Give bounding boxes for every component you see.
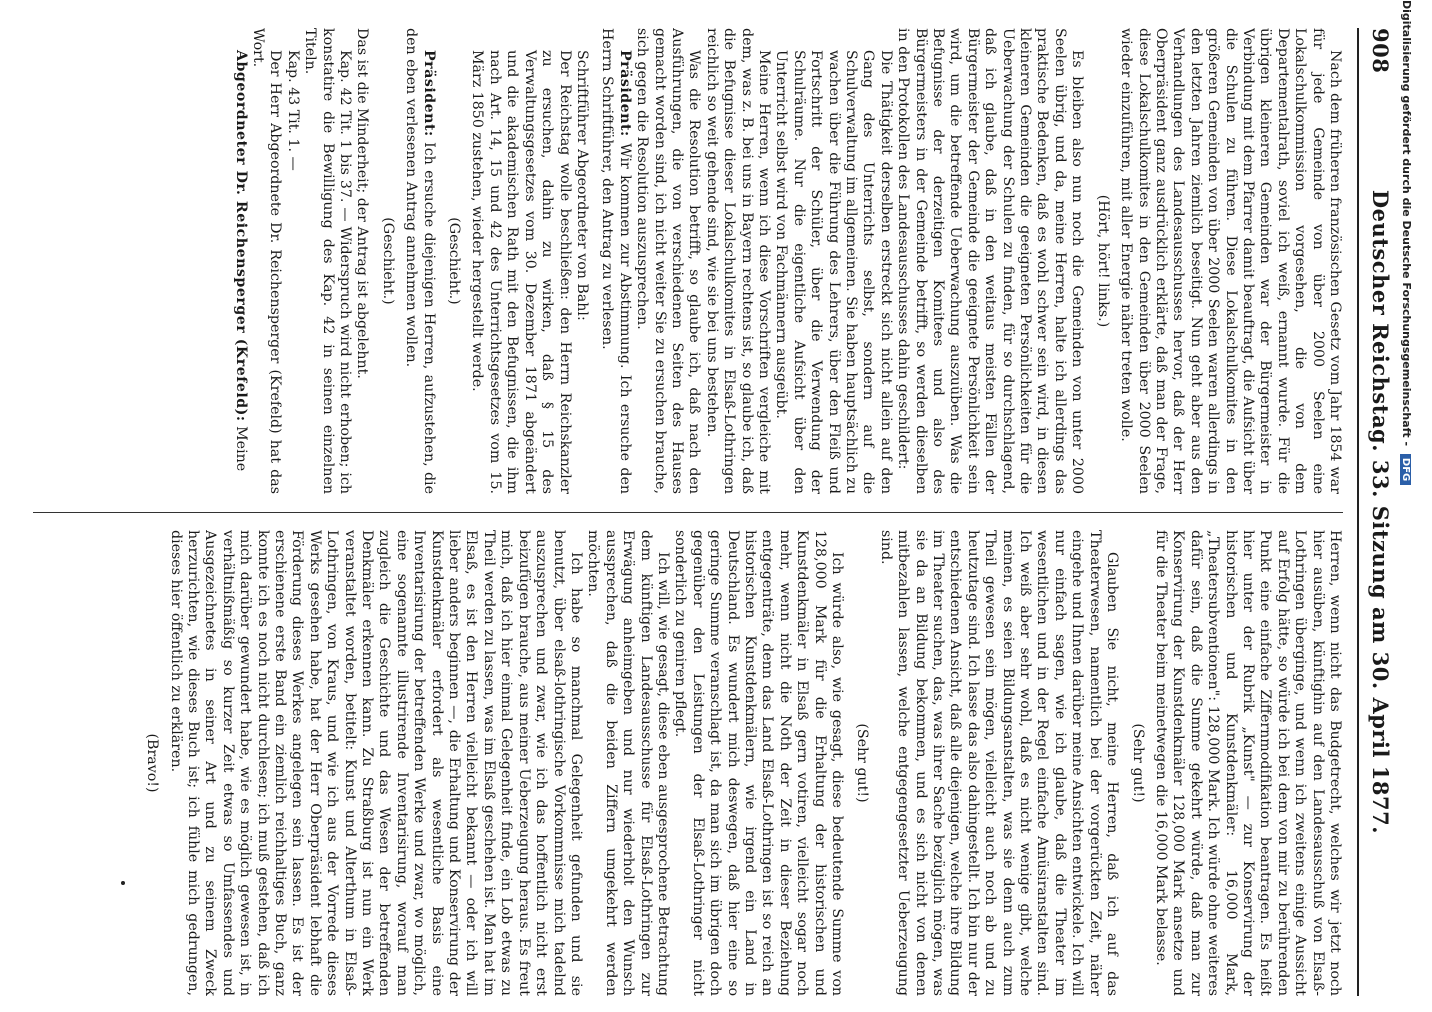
paragraph: Nach dem früheren französischen Gesetz vom Jahr 1854 war für jede Gemeinde von über 2000 Seelen eine Lokalschulkommission vorgesehen, die von dem Departementalrath, soviel ich weiß, ernannt wurde. Für die übrigen kleineren Gemeinden war der Bürgermeister in Verbindung mit dem Pfarrer damit beauftragt, die Aufsicht über die Schulen zu führen. Diese Lokalschulkomites in den größeren Gemeinden von über 2000 Seelen waren allerdings in den letzten Jahren ziemlich beseitigt. Nun geht aber aus den Verhandlungen des Landesausschusses hervor, daß der Herr Oberpräsident ganz ausdrücklich erklärte, daß man der Frage, diese Lokalschulkomites in den Gemeinden über 2000 Seelen wieder einzuführen, mit aller Energie näher treten wolle. — [1118, 28, 1343, 494]
paragraph: Der Herr Abgeordnete Dr. Reichensperger (Krefeld) hat das Wort. — [250, 28, 284, 494]
paragraph: Ich habe so manchmal Gelegenheit gefunden und sie benutzt, über elsaß-lothringische Vorkommnisse mich tadelnd auszusprechen und zwar, wie ich das hoffentlich nicht erst beizufügen brauche, aus meiner Ueberzeugung heraus. Es freut mich, daß ich hier einmal Gelegenheit finde, ein Lob etwas zu Theil werden zu lassen, was im Elsaß geschehen ist. Man hat im Elsaß, es ist den Herren vielleicht bekannt — oder ich will lieber anders beginnen —, die Erhaltung und Konservirung der Kunstdenkmäler erfordert als wesentliche Basis eine Inventarisirung der betreffenden Werke und zwar, wo möglich, eine sogenannte illustrirende Inventarisirung, worauf man zugleich die Geschichte und das Wesen der betreffenden Denkmäler erkennen kann. Zu Straßburg ist nun ein Werk veranstaltet worden, betitelt: Kunst und Alterthum in Elsaß-Lothringen, von Kraus, und wie ich aus der Vorrede dieses Werks gesehen habe, hat der Herr Oberpräsident lebhaft die Förderung dieses Werkes angelegen sein lassen. Es ist der erschienene erste Band ein ziemlich reichhaltiges Buch, ganz konnte ich es noch nicht durchlesen; ich muß gestehen, daß ich mich darüber gewundert habe, wie es möglich gewesen ist, in verhältnißmäßig so kurzer Zeit etwas so Umfassendes und Ausgezeichnetes in seiner Art und zu seinem Zweck herzurichten, wie dieses Buch ist; ich fühle mich gedrungen, dieses hier öffentlich zu erklären. — [167, 530, 584, 996]
speech-text: Ich ersuche diejenigen Herren, aufzustehen, die den eben verlesenen Antrag annehmen wollen. — [403, 28, 437, 494]
scanned-page — [12, 12, 1417, 1012]
paragraph: Kap. 43 Tit. 1. — — [284, 50, 301, 171]
paragraph: Meine Herren, wenn ich diese Vorschriften vergleiche mit dem, was z. B. bei uns in Bayern rechtens ist, so glaube ich, daß die Befugnisse dieser Lokalschulkomites in Elsaß-Lothringen reichlich so weit gehende sind, wie sie bei uns bestehen. — [703, 28, 772, 494]
paragraph: (Geschieht.) — [446, 217, 463, 305]
paragraph: (Bravo!) — [144, 733, 161, 793]
page-number: 908 — [1368, 28, 1393, 74]
left-column — [33, 28, 1343, 494]
running-title: Deutscher Reichstag. 33. Sitzung am 30. April 1877. — [1368, 189, 1393, 835]
paragraph — [231, 28, 248, 494]
speaker-name: Abgeordneter Dr. Reichensperger (Krefeld): — [232, 50, 249, 422]
right-column — [33, 530, 1343, 996]
paragraph: (Sehr gut!) — [1129, 723, 1146, 803]
speech-text: Meine — [232, 421, 249, 472]
speaker-name: Präsident: — [420, 50, 437, 137]
dfg-logo: DFG — [1400, 454, 1411, 485]
paragraph: Schriftführer Abgeordneter von Bahl: — [573, 50, 590, 321]
paragraph: Ich würde also, wie gesagt, diese bedeutende Summe von 128,000 Mark für die Erhaltung der historischen und Kunstdenkmäler in Elsaß gern votiren, vielleicht sogar noch mehr, wenn nicht die Noth der Zeit in dieser Beziehung entgegenträte, denn das Land Elsaß-Lothringen ist so reich an historischen Kunstdenkmälern, wie irgend ein Land in Deutschland. Es wundert mich deswegen, daß hier eine so geringe Summe veranschlagt ist, da man sich im übrigen doch gegenüber den Leistungen der Elsaß-Lothringer nicht sonderlich zu geniren pflegt. — [672, 530, 846, 996]
paragraph: Kap. 42 Tit. 1 bis 37. — Widerspruch wird nicht erhoben; ich konstatire die Bewilligung des Kap. 42 in seinen einzelnen Titeln. — [302, 28, 354, 494]
digitization-note — [1395, 0, 1413, 1000]
paragraph: Das ist die Minderheit; der Antrag ist abgelehnt. — [354, 28, 371, 379]
speaker-name: Präsident: — [616, 50, 633, 137]
column-divider — [33, 512, 1343, 513]
paragraph: Die Thätigkeit derselben erstreckt sich nicht allein auf den Gang des Unterrichts selbst, sondern auf die Schulverwaltung im allgemeinen. Sie haben hauptsächlich zu wachen über die Führung des Lehrers, über den Fleiß und Fortschritt der Schüler, über die Verwendung der Schulräume. Nur die eigentliche Aufsicht über den Unterricht selbst wird von Fachmännern ausgeübt. — [773, 50, 894, 494]
paragraph: (Geschieht.) — [379, 217, 396, 305]
paragraph: Es bleiben also nun noch die Gemeinden von unter 2000 Seelen übrig, und da, meine Herren, halte ich allerdings das praktische Bedenken, daß es wohl schwer sein wird, in diesen kleineren Gemeinden die geeigneten Persönlichkeiten für die Ueberwachung der Schulen zu finden, für so durchschlagend, daß ich glaube, daß in den weitaus meisten Fällen der Bürgermeister der Gemeinde die geeignete Persönlichkeit sein wird, um die betreffende Ueberwachung auszuüben. Was die Befugnisse der derzeitigen Komitees und also des Bürgermeisters in der Gemeinde betrifft, so werden dieselben in den Protokollen des Landesausschusses dahin geschildert: — [895, 28, 1086, 494]
ink-speck — [121, 881, 125, 885]
digitization-text: Digitalisierung gefördert durch die Deutsche Forschungsgemeinschaft - — [1400, 0, 1413, 450]
paragraph: Was die Resolution betrifft, so glaube ich, daß nach den Ausführungen, die von verschiedenen Seiten des Hauses gemacht worden sind, ich nicht weiter Sie zu ersuchen brauche, sich gegen die Resolution auszusprechen. — [634, 28, 703, 494]
paragraph — [598, 28, 633, 494]
paragraph: Ich will, wie gesagt, diese eben ausgesprochene Betrachtung dem künftigen Landesausschusse für Elsaß-Lothringen zur Erwägung anheimgeben und nur wiederholt den Wunsch aussprechen, daß die beiden Ziffern umgekehrt werden möchten. — [585, 530, 671, 996]
paragraph: Herren, wenn nicht das Budgetrecht, welches wir jetzt noch hier ausüben, künftighin auf den Landesausschuß von Elsaß-Lothringen überginge, und wenn ich zweitens einige Aussicht auf Erfolg hätte, so würde ich bei dem von mir zu berührenden Punkt eine einfache Ziffernmodifikation beantragen. Es heißt hier unter der Rubrik „Kunst" — zur Konservirung der historischen und Kunstdenkmäler: 16,000 Mark, „Theatersubventionen": 128,000 Mark. Ich würde ohne weiteres dafür sein, daß die Summe gekehrt würde, daß man zur Konservirung der Kunstdenkmäler 128,000 Mark ansetze und für die Theater beim meinetwegen die 16,000 Mark belasse. — [1152, 530, 1343, 996]
paragraph: (Sehr gut!) — [854, 723, 871, 803]
text-columns — [33, 28, 1343, 996]
paragraph: Glauben Sie nicht, meine Herren, daß ich auf das Theaterwesen, namentlich bei der vorgerückten Zeit, näher eingehe und Ihnen darüber meine Ansichten entwickele. Ich will nur einfach sagen, wie ich glaube, daß die Theater im wesentlichen und in der Regel einfache Amüsiranstalten sind. Ich weiß aber sehr wohl, daß es nicht wenige gibt, welche meinen, es seien Bildungsanstalten, was sie denn auch zum Theil gewesen sein mögen, vielleicht auch noch ab und zu heutzutage sind. Ich lasse das also dahingestellt. Ich bin nur der entschiedenen Ansicht, daß alle diejenigen, welche ihre Bildung im Theater suchen, das, was ihrer Sache bezüglich mögen, was sie da an Bildung bekommen, und es sich nicht von denen mitbezahlen lassen, welche entgegengesetzter Ueberzeugung sind. — [877, 530, 1121, 996]
speech-text: Wir kommen zur Abstimmung. Ich ersuche den Herrn Schriftführer, den Antrag zu verlesen. — [599, 28, 633, 494]
paragraph: (Hört, hört! links.) — [1094, 194, 1111, 328]
paragraph: Der Reichstag wolle beschließen: den Herrn Reichskanzler zu ersuchen, dahin zu wirken, daß § 15 des Verwaltungsgesetzes vom 30. Dezember 1871 abgeändert und die akademischen Rath mit den Befugnissen, die ihm nach Art. 14, 15 und 42 des Unterrichtsgesetzes vom 15. März 1850 zustehen, wieder hergestellt werde. — [469, 50, 573, 494]
paragraph — [402, 28, 437, 494]
